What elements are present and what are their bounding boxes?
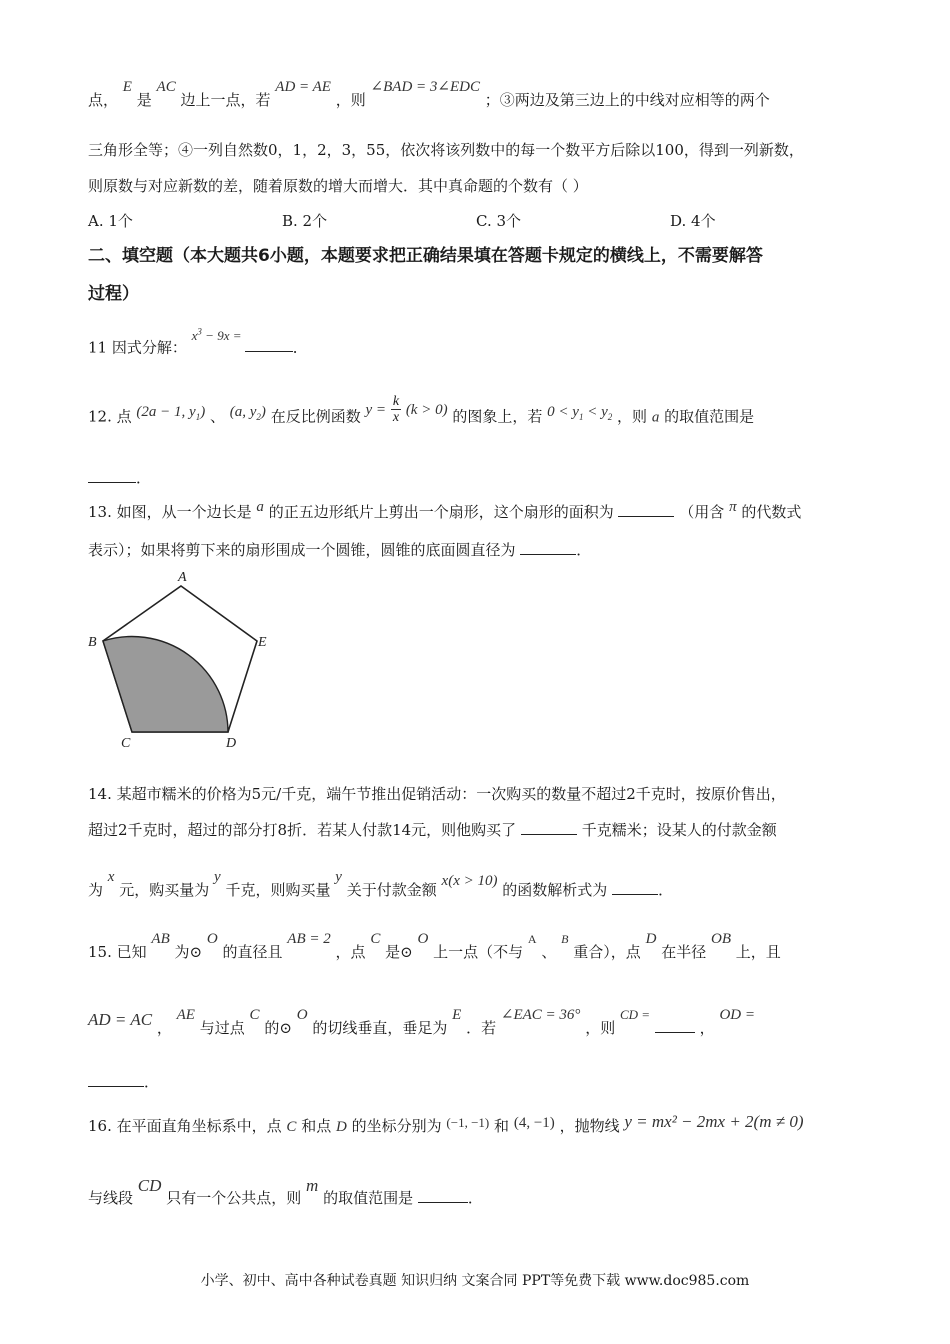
option-c: C. 3个 <box>476 212 522 230</box>
page-footer: 小学、初中、高中各种试卷真题 知识归纳 文案合同 PPT等免费下载 www.doc985.com <box>200 1273 750 1289</box>
option-a: A. 1个 <box>88 212 133 230</box>
point-2: (a, $y_2$) <box>229 403 266 422</box>
question-14-line-3: 为 x 元，购买量为 y 千克，则购买量 y 关于付款金额 x(x > 10) 的函数解析式为 ． <box>88 869 674 899</box>
segment-AC: AC <box>156 79 176 95</box>
point-1: (2a − 1, $y_1$) <box>136 403 206 422</box>
answer-blank-cd <box>655 1018 695 1033</box>
question-14-line-2: 超过2千克时，超过的部分打8折．若某人付款14元，则他购买了 千克糯米；设某人的付款金额 <box>88 821 777 839</box>
var-E: E <box>122 79 132 95</box>
problem-10-line-2: 三角形全等；④一列自然数0，1，2，3，55，依次将该列数中的每一个数平方后除以100，得到一列新数， <box>88 141 804 159</box>
problem-10-line-3: 则原数与对应新数的差，随着原数的增大而增大．其中真命题的个数有（ ） <box>88 177 588 195</box>
answer-blank <box>88 468 136 483</box>
answer-blank-diameter <box>520 540 576 555</box>
question-12: 12. 点 (2a − 1, $y_1$) 、 (a, $y_2$) 在反比例函数 y = $\frac{k}{x}$ (k > 0) 的图象上，若 $0 < y_1 < y_2$ ，则 a 的取值范围是 <box>88 394 755 426</box>
answer-blank-area <box>618 502 674 517</box>
question-14-line-1: 14. 某超市糯米的价格为5元/千克，端午节推出促销活动：一次购买的数量不超过2千克时，按原价售出， <box>88 785 786 803</box>
answer-blank-od <box>88 1072 144 1087</box>
answer-blank-function <box>612 880 658 895</box>
question-16-line-1: 16. 在平面直角坐标系中，点 C 和点 D 的坐标分别为 (−1, −1) 和 (4, −1) ，抛物线 y = mx² − 2mx + 2(m ≠ 0) <box>88 1112 804 1135</box>
option-d: D. 4个 <box>670 212 716 230</box>
question-12-answer: ． <box>88 468 151 488</box>
section-heading: 二、填空题（本大题共6小题，本题要求把正确结果填在答题卡规定的横线上，不需要解答 <box>88 246 763 266</box>
question-15-line-3: ． <box>88 1072 159 1092</box>
fraction-k-over-x: $\frac{k}{x}$ <box>392 394 400 425</box>
label-D: D <box>226 736 237 751</box>
pentagon-sector-figure <box>80 566 280 756</box>
label-E: E <box>258 635 267 650</box>
question-13-line-2: 表示）；如果将剪下来的扇形围成一个圆锥，圆锥的底面圆直径为 ． <box>88 541 592 559</box>
question-11: 11 因式分解： $x^3 - 9x$ = ． <box>88 327 308 357</box>
answer-blank-m <box>418 1188 468 1203</box>
problem-10-line-1: 点， E 是 AC 边上一点，若 AD = AE ，则 ∠BAD = 3∠EDC ；③两边及第三边上的中线对应相等的两个 <box>88 79 770 109</box>
question-16-line-2: 与线段 CD 只有一个公共点，则 m 的取值范围是 ． <box>88 1176 483 1207</box>
answer-blank <box>245 337 293 352</box>
shaded-sector <box>103 637 228 732</box>
option-b: B. 2个 <box>282 212 328 230</box>
label-A: A <box>178 570 187 585</box>
answer-blank-kg <box>521 820 577 835</box>
eq-ad-ae: AD = AE <box>275 79 331 95</box>
section-heading-cont: 过程） <box>88 284 139 304</box>
label-C: C <box>121 736 131 751</box>
question-13-line-1: 13. 如图，从一个边长是 a 的正五边形纸片上剪出一个扇形，这个扇形的面积为 （用含 π 的代数式 <box>88 499 802 521</box>
eq-angle-bad: ∠BAD = 3∠EDC <box>370 79 480 95</box>
label-B: B <box>88 635 97 650</box>
question-15-line-1: 15. 已知 AB 为⊙ O 的直径且 AB = 2 ，点 C 是⊙ O 上一点（不与 $^A$ 、 $^B$ 重合），点 D 在半径 OB 上，且 <box>88 931 781 961</box>
question-15-line-2: AD = AC ， AE 与过点 C 的⊙ O 的切线垂直，垂足为 E ．若 ∠EAC = 36° ，则 CD = ， OD = <box>88 1007 755 1037</box>
